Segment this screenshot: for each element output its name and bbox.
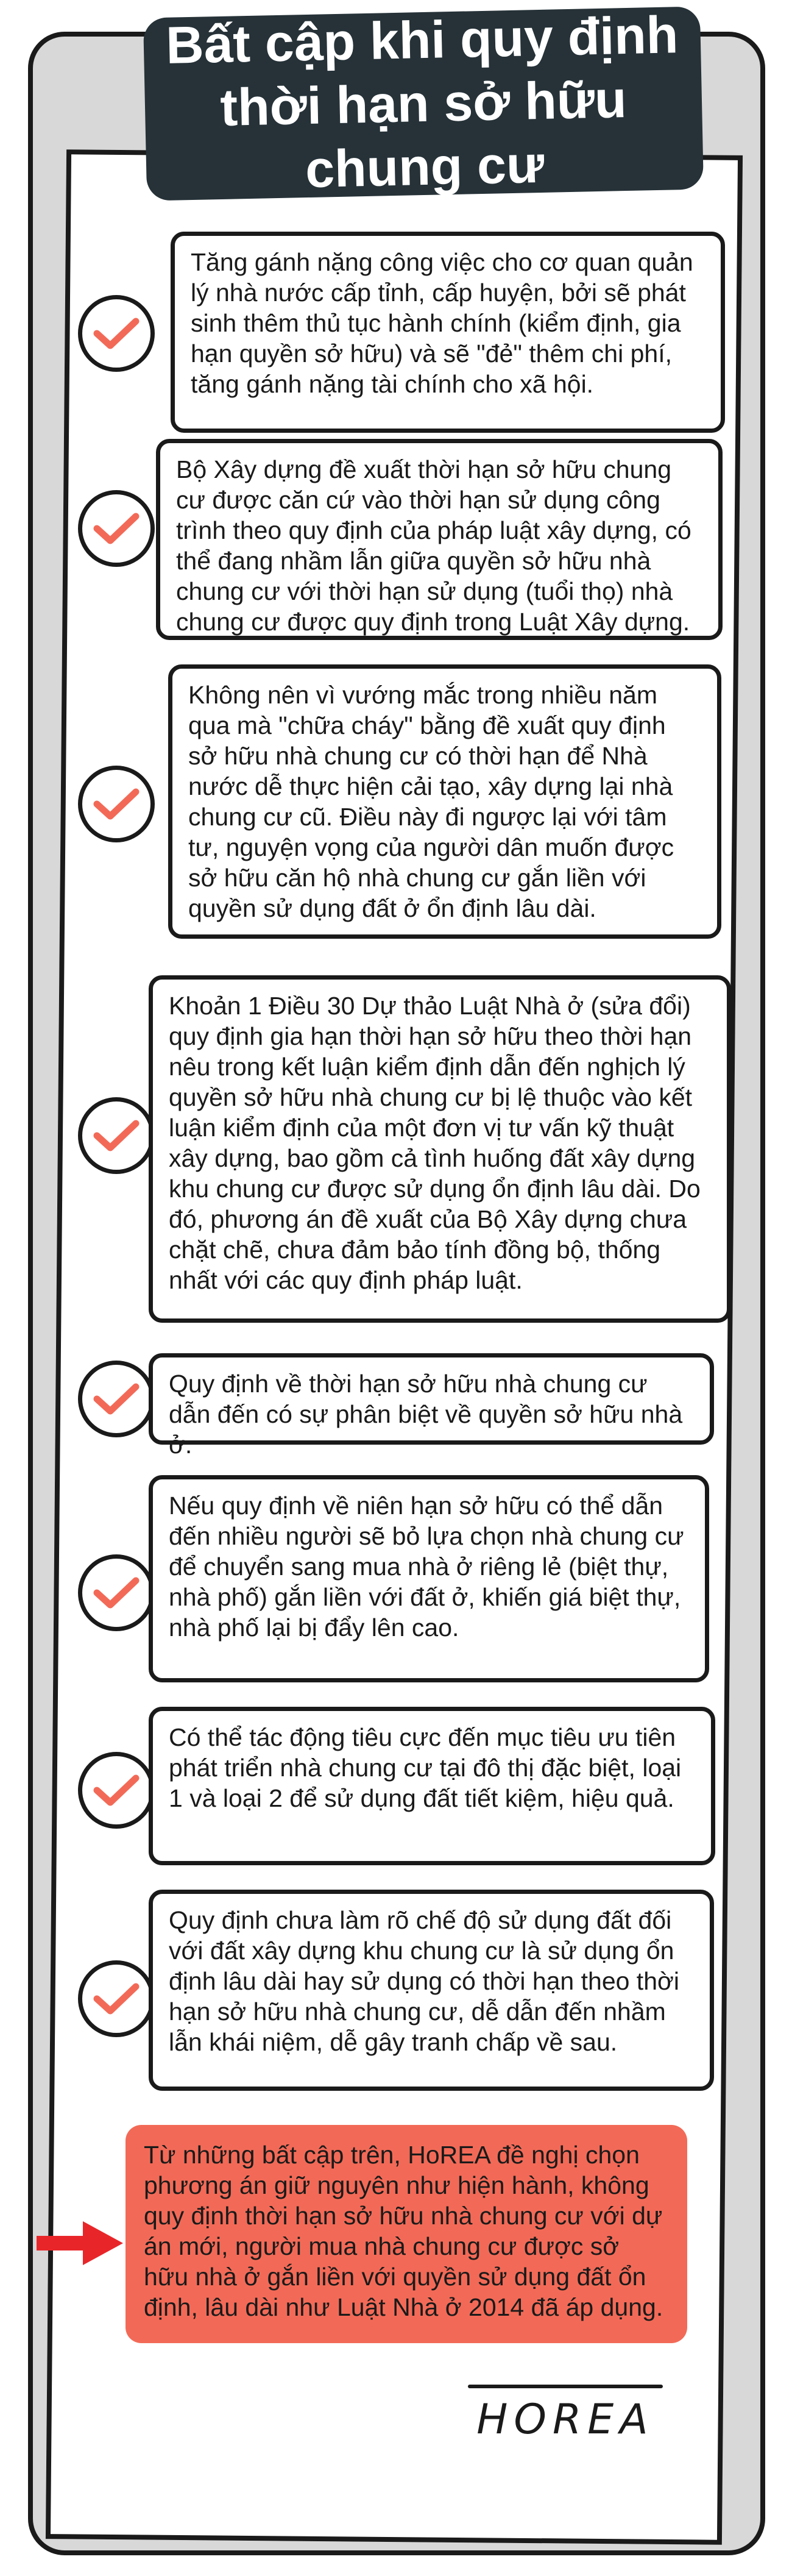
check-circle-icon: [78, 766, 155, 842]
list-item: Không nên vì vướng mắc trong nhiều năm qua mà "chữa cháy" bằng đề xuất quy định sở hữu nhà chung cư có thời hạn để Nhà nước dễ thực hiện cải tạo, xây dựng lại nhà chung cư cũ. Điều này đi ngược lại với tâm tư, nguyện vọng của người dân muốn được sở hữu căn hộ nhà chung cư gắn liền với quyền sử dụng đất ở ổn định lâu dài.: [168, 664, 721, 939]
list-item: Tăng gánh nặng công việc cho cơ quan quản lý nhà nước cấp tỉnh, cấp huyện, bởi sẽ phát sinh thêm thủ tục hành chính (kiểm định, gia hạn quyền sở hữu) và sẽ "đẻ" thêm chi phí, tăng gánh nặng tài chính cho xã hội.: [171, 232, 725, 433]
check-circle-icon: [78, 1960, 155, 2037]
check-circle-icon: [78, 1361, 155, 1437]
page-title: [143, 6, 704, 201]
logo-divider: [468, 2385, 663, 2388]
check-circle-icon: [78, 490, 155, 567]
arrow-right-icon: [34, 2219, 126, 2271]
check-circle-icon: [78, 1554, 155, 1631]
horea-logo: HOREA: [476, 2396, 654, 2444]
list-item: Nếu quy định về niên hạn sở hữu có thể dẫn đến nhiều người sẽ bỏ lựa chọn nhà chung cư để chuyển sang mua nhà ở riêng lẻ (biệt thự, nhà phố) gắn liền với đất ở, khiến giá biệt thự, nhà phố lại bị đẩy lên cao.: [149, 1475, 709, 1682]
title-line-2: thời hạn sở hữu chung cư: [219, 70, 628, 199]
list-item: Có thể tác động tiêu cực đến mục tiêu ưu tiên phát triển nhà chung cư tại đô thị đặc biệt, loại 1 và loại 2 để sử dụng đất tiết kiệm, hiệu quả.: [149, 1707, 715, 1865]
title-line-1: Bất cập khi quy định: [165, 5, 679, 75]
check-circle-icon: [78, 295, 155, 372]
check-circle-icon: [78, 1752, 155, 1829]
check-circle-icon: [78, 1097, 155, 1174]
list-item: Bộ Xây dựng đề xuất thời hạn sở hữu chung cư được căn cứ vào thời hạn sử dụng công trình theo quy định của pháp luật xây dựng, có thể đang nhầm lẫn giữa quyền sở hữu nhà chung cư với thời hạn sử dụng (tuổi thọ) nhà chung cư được quy định trong Luật Xây dựng.: [156, 439, 723, 640]
list-item: Quy định về thời hạn sở hữu nhà chung cư dẫn đến có sự phân biệt về quyền sở hữu nhà ở.: [149, 1353, 714, 1445]
conclusion-box: Từ những bất cập trên, HoREA đề nghị chọn phương án giữ nguyên như hiện hành, không quy định thời hạn sở hữu nhà chung cư với dự án mới, người mua nhà chung cư được sở hữu nhà ở gắn liền với quyền sử dụng đất ổn định, lâu dài như Luật Nhà ở 2014 đã áp dụng.: [126, 2125, 687, 2343]
list-item: Khoản 1 Điều 30 Dự thảo Luật Nhà ở (sửa đổi) quy định gia hạn thời hạn sở hữu theo thời hạn nêu trong kết luận kiểm định dẫn đến nghịch lý quyền sở hữu nhà chung cư bị lệ thuộc vào kết luận kiểm định của một đơn vị tư vấn kỹ thuật xây dựng, bao gồm cả tình huống đất xây dựng khu chung cư được sử dụng ổn định lâu dài. Do đó, phương án đề xuất của Bộ Xây dựng chưa chặt chẽ, chưa đảm bảo tính đồng bộ, thống nhất với các quy định pháp luật.: [149, 975, 731, 1323]
list-item: Quy định chưa làm rõ chế độ sử dụng đất đối với đất xây dựng khu chung cư là sử dụng ổn định lâu dài hay sử dụng có thời hạn theo thời hạn sở hữu nhà chung cư, dễ dẫn đến nhầm lẫn khái niệm, dễ gây tranh chấp về sau.: [149, 1890, 714, 2091]
